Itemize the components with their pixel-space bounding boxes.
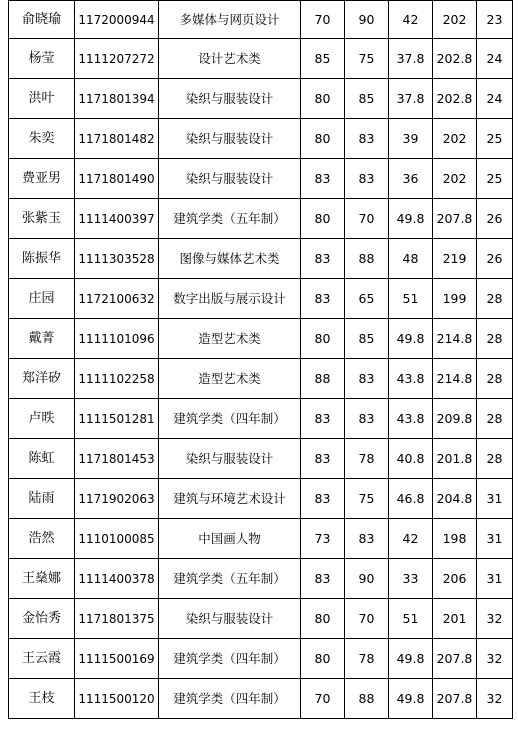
total-score-cell: 209.8 (433, 399, 477, 439)
score-2-cell: 70 (345, 599, 389, 639)
total-score-cell: 199 (433, 279, 477, 319)
score-2-cell: 78 (345, 639, 389, 679)
total-score-cell: 202.8 (433, 79, 477, 119)
table-row (9, 439, 513, 479)
score-1-cell: 85 (301, 39, 345, 79)
student-id-cell: 1172000944 (75, 1, 159, 39)
score-1-cell: 80 (301, 79, 345, 119)
score-3-cell: 39 (389, 119, 433, 159)
student-name-cell: 浩然 (9, 519, 75, 559)
score-3-cell: 49.8 (389, 679, 433, 719)
student-name-cell: 戴菁 (9, 319, 75, 359)
table-row (9, 279, 513, 319)
student-name-cell: 陈振华 (9, 239, 75, 279)
rank-cell: 28 (477, 439, 513, 479)
rank-cell: 32 (477, 599, 513, 639)
rank-cell: 31 (477, 519, 513, 559)
rank-cell: 28 (477, 319, 513, 359)
score-3-cell: 43.8 (389, 399, 433, 439)
student-name-cell: 郑洋矽 (9, 359, 75, 399)
score-2-cell: 85 (345, 319, 389, 359)
student-name-cell: 陈虹 (9, 439, 75, 479)
student-id-cell: 1111102258 (75, 359, 159, 399)
score-1-cell: 83 (301, 279, 345, 319)
score-1-cell: 70 (301, 679, 345, 719)
total-score-cell: 202 (433, 119, 477, 159)
table-row (9, 639, 513, 679)
score-2-cell: 65 (345, 279, 389, 319)
score-1-cell: 88 (301, 359, 345, 399)
total-score-cell: 201.8 (433, 439, 477, 479)
score-3-cell: 49.8 (389, 199, 433, 239)
score-1-cell: 83 (301, 439, 345, 479)
student-name-cell: 金怡秀 (9, 599, 75, 639)
student-name-cell: 陆雨 (9, 479, 75, 519)
rank-cell: 28 (477, 359, 513, 399)
student-name-cell: 朱奕 (9, 119, 75, 159)
score-2-cell: 88 (345, 239, 389, 279)
rank-cell: 25 (477, 159, 513, 199)
score-2-cell: 70 (345, 199, 389, 239)
major-cell: 造型艺术类 (159, 319, 301, 359)
score-2-cell: 78 (345, 439, 389, 479)
score-2-cell: 75 (345, 39, 389, 79)
table-row (9, 159, 513, 199)
rank-cell: 31 (477, 479, 513, 519)
table-row (9, 519, 513, 559)
rank-cell: 24 (477, 79, 513, 119)
table-row (9, 479, 513, 519)
major-cell: 染织与服装设计 (159, 159, 301, 199)
score-2-cell: 83 (345, 519, 389, 559)
table-row (9, 199, 513, 239)
total-score-cell: 214.8 (433, 319, 477, 359)
student-id-cell: 1111500120 (75, 679, 159, 719)
score-2-cell: 88 (345, 679, 389, 719)
score-3-cell: 51 (389, 279, 433, 319)
total-score-cell: 201 (433, 599, 477, 639)
score-2-cell: 83 (345, 119, 389, 159)
score-table (8, 0, 513, 719)
score-1-cell: 83 (301, 239, 345, 279)
major-cell: 设计艺术类 (159, 39, 301, 79)
student-id-cell: 1111400378 (75, 559, 159, 599)
total-score-cell: 207.8 (433, 679, 477, 719)
table-row (9, 359, 513, 399)
score-3-cell: 42 (389, 519, 433, 559)
major-cell: 建筑学类（四年制） (159, 679, 301, 719)
table-row (9, 679, 513, 719)
score-1-cell: 83 (301, 479, 345, 519)
score-2-cell: 83 (345, 399, 389, 439)
score-3-cell: 46.8 (389, 479, 433, 519)
major-cell: 建筑学类（四年制） (159, 399, 301, 439)
major-cell: 染织与服装设计 (159, 439, 301, 479)
score-2-cell: 90 (345, 1, 389, 39)
student-id-cell: 1111501281 (75, 399, 159, 439)
major-cell: 染织与服装设计 (159, 79, 301, 119)
total-score-cell: 202 (433, 1, 477, 39)
major-cell: 建筑学类（四年制） (159, 639, 301, 679)
student-name-cell: 俞晓瑜 (9, 1, 75, 39)
score-1-cell: 83 (301, 559, 345, 599)
score-2-cell: 85 (345, 79, 389, 119)
table-row (9, 79, 513, 119)
score-3-cell: 42 (389, 1, 433, 39)
score-3-cell: 40.8 (389, 439, 433, 479)
student-id-cell: 1171801375 (75, 599, 159, 639)
rank-cell: 28 (477, 399, 513, 439)
student-id-cell: 1111101096 (75, 319, 159, 359)
major-cell: 图像与媒体艺术类 (159, 239, 301, 279)
score-1-cell: 73 (301, 519, 345, 559)
student-id-cell: 1111303528 (75, 239, 159, 279)
student-name-cell: 王燊娜 (9, 559, 75, 599)
major-cell: 建筑学类（五年制） (159, 559, 301, 599)
score-1-cell: 70 (301, 1, 345, 39)
total-score-cell: 198 (433, 519, 477, 559)
table-row (9, 319, 513, 359)
student-name-cell: 张紫玉 (9, 199, 75, 239)
score-3-cell: 36 (389, 159, 433, 199)
score-2-cell: 75 (345, 479, 389, 519)
score-1-cell: 80 (301, 599, 345, 639)
student-id-cell: 1172100632 (75, 279, 159, 319)
student-id-cell: 1110100085 (75, 519, 159, 559)
rank-cell: 24 (477, 39, 513, 79)
table-row (9, 1, 513, 39)
major-cell: 造型艺术类 (159, 359, 301, 399)
score-2-cell: 90 (345, 559, 389, 599)
major-cell: 中国画人物 (159, 519, 301, 559)
major-cell: 数字出版与展示设计 (159, 279, 301, 319)
major-cell: 建筑学类（五年制） (159, 199, 301, 239)
student-id-cell: 1171801453 (75, 439, 159, 479)
student-name-cell: 王枝 (9, 679, 75, 719)
score-3-cell: 33 (389, 559, 433, 599)
table-row (9, 559, 513, 599)
table-row (9, 119, 513, 159)
score-table-body (9, 1, 513, 719)
rank-cell: 32 (477, 639, 513, 679)
score-1-cell: 80 (301, 319, 345, 359)
student-id-cell: 1111400397 (75, 199, 159, 239)
score-1-cell: 80 (301, 199, 345, 239)
major-cell: 染织与服装设计 (159, 119, 301, 159)
total-score-cell: 204.8 (433, 479, 477, 519)
score-2-cell: 83 (345, 359, 389, 399)
total-score-cell: 207.8 (433, 199, 477, 239)
major-cell: 多媒体与网页设计 (159, 1, 301, 39)
student-name-cell: 王云霞 (9, 639, 75, 679)
student-id-cell: 1171801482 (75, 119, 159, 159)
table-row (9, 39, 513, 79)
score-3-cell: 43.8 (389, 359, 433, 399)
total-score-cell: 207.8 (433, 639, 477, 679)
rank-cell: 32 (477, 679, 513, 719)
score-3-cell: 49.8 (389, 639, 433, 679)
student-name-cell: 卢昳 (9, 399, 75, 439)
score-3-cell: 48 (389, 239, 433, 279)
student-name-cell: 费亚男 (9, 159, 75, 199)
score-1-cell: 83 (301, 399, 345, 439)
score-1-cell: 80 (301, 119, 345, 159)
major-cell: 染织与服装设计 (159, 599, 301, 639)
total-score-cell: 219 (433, 239, 477, 279)
total-score-cell: 202.8 (433, 39, 477, 79)
student-id-cell: 1111500169 (75, 639, 159, 679)
score-3-cell: 37.8 (389, 39, 433, 79)
rank-cell: 26 (477, 199, 513, 239)
student-name-cell: 杨莹 (9, 39, 75, 79)
score-1-cell: 83 (301, 159, 345, 199)
major-cell: 建筑与环境艺术设计 (159, 479, 301, 519)
student-name-cell: 洪叶 (9, 79, 75, 119)
rank-cell: 28 (477, 279, 513, 319)
student-id-cell: 1171801490 (75, 159, 159, 199)
score-3-cell: 49.8 (389, 319, 433, 359)
total-score-cell: 206 (433, 559, 477, 599)
score-1-cell: 80 (301, 639, 345, 679)
table-row (9, 399, 513, 439)
score-2-cell: 83 (345, 159, 389, 199)
student-id-cell: 1111207272 (75, 39, 159, 79)
rank-cell: 31 (477, 559, 513, 599)
score-3-cell: 37.8 (389, 79, 433, 119)
total-score-cell: 214.8 (433, 359, 477, 399)
student-id-cell: 1171902063 (75, 479, 159, 519)
score-3-cell: 51 (389, 599, 433, 639)
rank-cell: 23 (477, 1, 513, 39)
total-score-cell: 202 (433, 159, 477, 199)
table-row (9, 239, 513, 279)
rank-cell: 26 (477, 239, 513, 279)
student-name-cell: 庄园 (9, 279, 75, 319)
rank-cell: 25 (477, 119, 513, 159)
table-row (9, 599, 513, 639)
student-id-cell: 1171801394 (75, 79, 159, 119)
